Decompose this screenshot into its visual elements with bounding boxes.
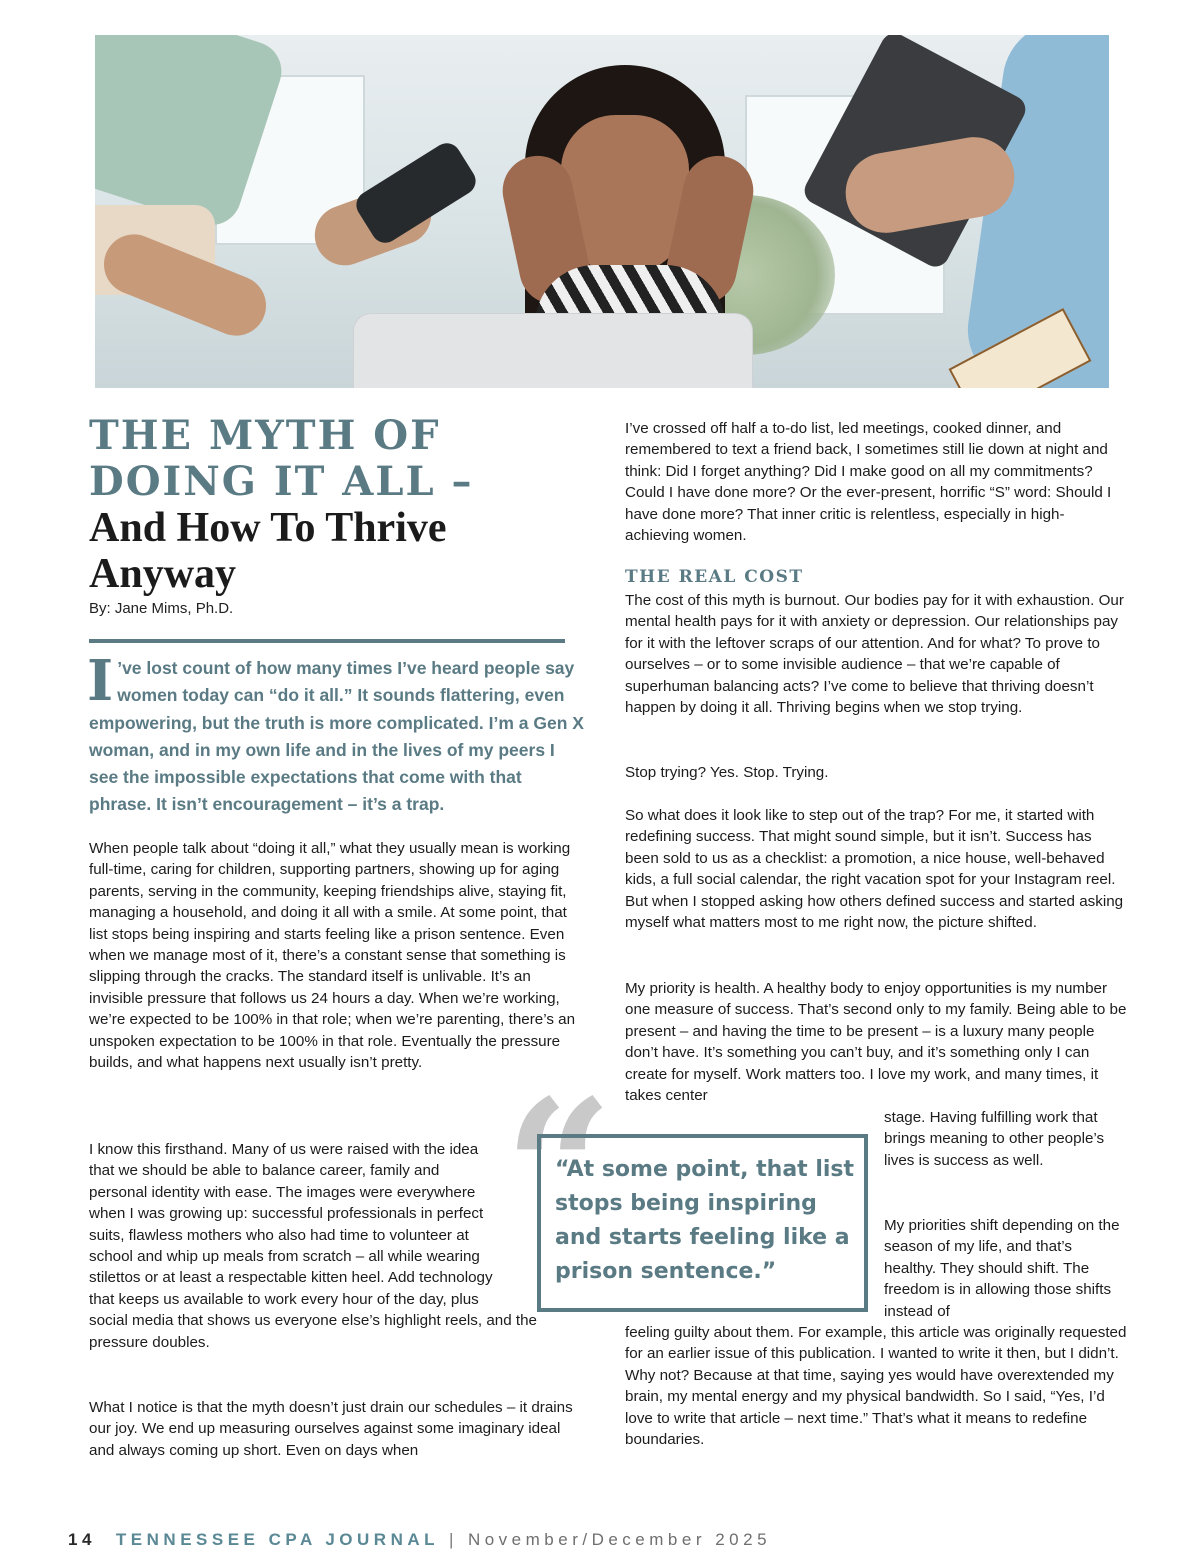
byline: By: Jane Mims, Ph.D. — [89, 600, 234, 617]
title-divider — [89, 639, 565, 643]
page-number: 14 — [68, 1530, 96, 1549]
body-text-narrow: I know this firsthand. Many of us were raised with the idea that we should be able to balance career, family and personal identity with ease. The images were everywhere when I was growing up: successful professionals in perfect suits, flawless mothers who also had time to volunteer at school and whip up meals from scratch – all while wearing stilettos or at least a respectable kitten heel. Add technology that keeps us available to work every hour of the day, plus — [89, 1141, 493, 1308]
body-paragraph: I’ve crossed off half a to-do list, led meetings, cooked dinner, and remembered to text a friend back, I sometimes still lie down at night and think: Did I forget anything? Did I make good on all my commitments? Could I have done more? Or the ever-present, horrific “S” word: Should I have done more? That inner critic is relentless, especially in high-achieving women. — [625, 420, 1112, 545]
drop-cap: I — [87, 648, 114, 714]
footer-separator: | — [449, 1530, 458, 1549]
body-paragraph: What I notice is that the myth doesn’t just drain our schedules – it drains our joy. We end up measuring ourselves against some imaginary ideal and always coming up short. Even on days when — [89, 1399, 573, 1459]
body-paragraph: When people talk about “doing it all,” what they usually mean is working full-time, caring for children, supporting partners, showing up for aging parents, serving in the community, keeping friendships alive, staying fit, managing a household, and doing it all with a smile. At some point, that list stops being inspiring and starts feeling like a prison sentence. Even when we manage most of it, there’s a constant sense that something is slipping through the cracks. The standard itself is unlivable. It’s an invisible pressure that follows us 24 hours a day. When we’re working, we’re expected to be 100% in that role; when we’re parenting, there’s an unspoken expectation to be 100% in that role. Eventually the pressure builds, and what happens next usually isn’t pretty. — [89, 840, 576, 1072]
body-paragraph: feeling guilty about them. For example, this article was originally requested for an earlier issue of this publication. I wanted to write it then, but I didn’t. Why not? Because at that time, saying yes would have overextended my brain, my mental energy and my physical bandwidth. So I said, “Yes, I’d love to write that article – next time.” That’s what it means to redefine boundaries. — [625, 1324, 1127, 1449]
hero-photo — [95, 35, 1109, 388]
pull-quote: “At some point, that list stops being inspiring and starts feeling like a prison sentence.” — [555, 1157, 855, 1284]
section-heading: THE REAL COST — [625, 567, 804, 587]
lead-text: ’ve lost count of how many times I’ve heard people say women today can “do it all.” It sounds flattering, even empowering, but the truth is more complicated. I’m a Gen X woman, and in my own life and in the lives of my peers I see the impossible expectations that come with that phrase. It isn’t encouragement – it’s a trap. — [89, 658, 584, 815]
journal-name: TENNESSEE CPA JOURNAL — [115, 1530, 440, 1549]
body-paragraph: The cost of this myth is burnout. Our bodies pay for it with exhaustion. Our mental health pays for it with anxiety or depression. Our relationships pay for it with the leftover scraps of our attention. And for what? To prove to ourselves – or to some invisible audience – that we’re capable of superhuman balancing acts? I’ve come to believe that thriving doesn’t happen by doing it all. Thriving begins when we stop trying. — [625, 592, 1124, 717]
page-footer — [68, 1530, 771, 1550]
body-paragraph: stage. Having fulfilling work that brings meaning to other people’s lives is success as well. — [884, 1109, 1105, 1169]
body-paragraph: Stop trying? Yes. Stop. Trying. — [625, 764, 829, 781]
laptop — [353, 313, 753, 388]
body-paragraph: My priorities shift depending on the season of my life, and that’s healthy. They should shift. The freedom is in allowing those shifts instead of — [884, 1217, 1120, 1320]
article-title: THE MYTH OF DOING IT ALL – — [89, 412, 474, 505]
body-text-wide: social media that shows us everyone else’s highlight reels, and the pressure doubles. — [89, 1312, 538, 1351]
quote-mark-icon: “ — [504, 1058, 596, 1281]
issue-date: November/December 2025 — [467, 1530, 772, 1549]
lead-paragraph — [87, 648, 587, 819]
body-paragraph: My priority is health. A healthy body to enjoy opportunities is my number one measure of success. That’s second only to my family. Being able to be present – and having the time to be present – is a luxury many people don’t have. It’s something you can’t buy, and it’s something only I can create for myself. Work matters too. I love my work, and many times, it takes center — [625, 980, 1127, 1105]
article-subtitle: And How To Thrive Anyway — [89, 505, 447, 597]
body-paragraph: So what does it look like to step out of the trap? For me, it started with redefining success. That might sound simple, but it isn’t. Success has been sold to us as a checklist: a promotion, a nice house, well-behaved kids, a full social calendar, the right vacation spot for your Instagram reel. But when I stopped asking how others defined success and started asking myself what matters most to me right now, the picture shifted. — [625, 807, 1124, 932]
